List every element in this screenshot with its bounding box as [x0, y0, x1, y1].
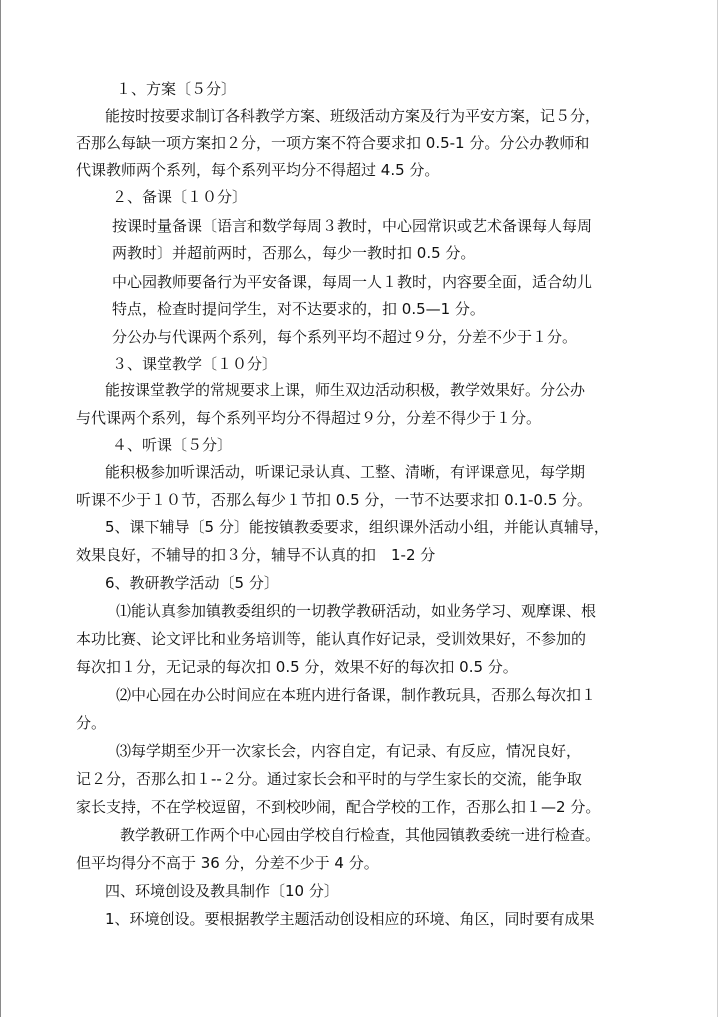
- page-border-right: [717, 0, 718, 1017]
- paragraph-line: 效果良好，不辅导的扣３分，辅导不认真的扣 1-2 分: [76, 546, 436, 564]
- paragraph-line: 每次扣１分，无记录的每次扣 0.5 分，效果不好的每次扣 0.5 分。: [76, 658, 518, 676]
- paragraph-line: 分公办与代课两个系列，每个系列平均不超过９分，分差不少于１分。: [112, 328, 578, 346]
- paragraph-line: ⑶每学期至少开一次家长会，内容自定，有记录、有反应，情况良好，: [116, 742, 582, 760]
- paragraph-line: ⑴能认真参加镇教委组织的一切教学教研活动，如业务学习、观摩课、根: [116, 602, 597, 620]
- section-heading-environment: 四、环境创设及教具制作〔10 分〕: [105, 882, 339, 900]
- section-heading-tutoring: 5、课下辅导〔5 分〕能按镇教委要求，组织课外活动小组，并能认真辅导，: [105, 518, 609, 536]
- page-border-left: [0, 0, 1, 1017]
- section-heading-plan: １、方案〔５分〕: [116, 80, 237, 98]
- paragraph-line: 记２分，否那么扣１--２分。通过家长会和平时的与学生家长的交流，能争取: [76, 770, 582, 788]
- paragraph-line: ⑵中心园在办公时间应在本班内进行备课，制作教玩具，否那么每次扣１: [116, 686, 597, 704]
- paragraph-line: 与代课两个系列，每个系列平均分不得超过９分，分差不得少于１分。: [76, 409, 542, 427]
- section-heading-classroom-teaching: ３、课堂教学〔１０分〕: [112, 355, 278, 373]
- paragraph-line: 听课不少于１０节，否那么每少１节扣 0.5 分，一节不达要求扣 0.1-0.5 分。: [76, 491, 593, 509]
- paragraph-line: 能积极参加听课活动，听课记录认真、工整、清晰，有评课意见，每学期: [105, 463, 586, 481]
- paragraph-line: 能按课堂教学的常规要求上课，师生双边活动积极，教学效果好。分公办: [105, 381, 586, 399]
- section-heading-teaching-research: 6、教研教学活动〔5 分〕: [105, 574, 279, 592]
- paragraph-line: 1、环境创设。要根据教学主题活动创设相应的环境、角区，同时要有成果: [105, 910, 595, 928]
- paragraph-line: 分。: [76, 714, 107, 732]
- paragraph-line: 但平均得分不高于 36 分，分差不少于 4 分。: [76, 854, 379, 872]
- paragraph-line: 特点，检查时提问学生，对不达要求的，扣 0.5—1 分。: [112, 300, 485, 318]
- paragraph-line: 按课时量备课〔语言和数学每周３教时，中心园常识或艺术备课每人每周: [112, 217, 593, 235]
- paragraph-line: 能按时按要求制订各科教学方案、班级活动方案及行为平安方案，记５分，: [105, 107, 601, 125]
- paragraph-line: 中心园教师要备行为平安备课，每周一人１教时，内容要全面，适合幼儿: [112, 273, 593, 291]
- section-heading-lesson-observation: ４、听课〔５分〕: [112, 436, 233, 454]
- paragraph-line: 代课教师两个系列，每个系列平均分不得超过 4.5 分。: [76, 161, 440, 179]
- paragraph-line: 教学教研工作两个中心园由学校自行检查，其他园镇教委统一进行检查。: [120, 826, 601, 844]
- paragraph-line: 本功比赛、论文评比和业务培训等，能认真作好记录，受训效果好，不参加的: [76, 630, 587, 648]
- section-heading-lesson-prep: ２、备课〔１０分〕: [112, 188, 248, 206]
- paragraph-line: 两教时〕并超前两时，否那么，每少一教时扣 0.5 分。: [112, 244, 476, 262]
- paragraph-line: 家长支持，不在学校逗留，不到校吵闹，配合学校的工作，否那么扣１—2 分。: [76, 798, 601, 816]
- paragraph-line: 否那么每缺一项方案扣２分，一项方案不符合要求扣 0.5-1 分。分公办教师和: [76, 134, 590, 152]
